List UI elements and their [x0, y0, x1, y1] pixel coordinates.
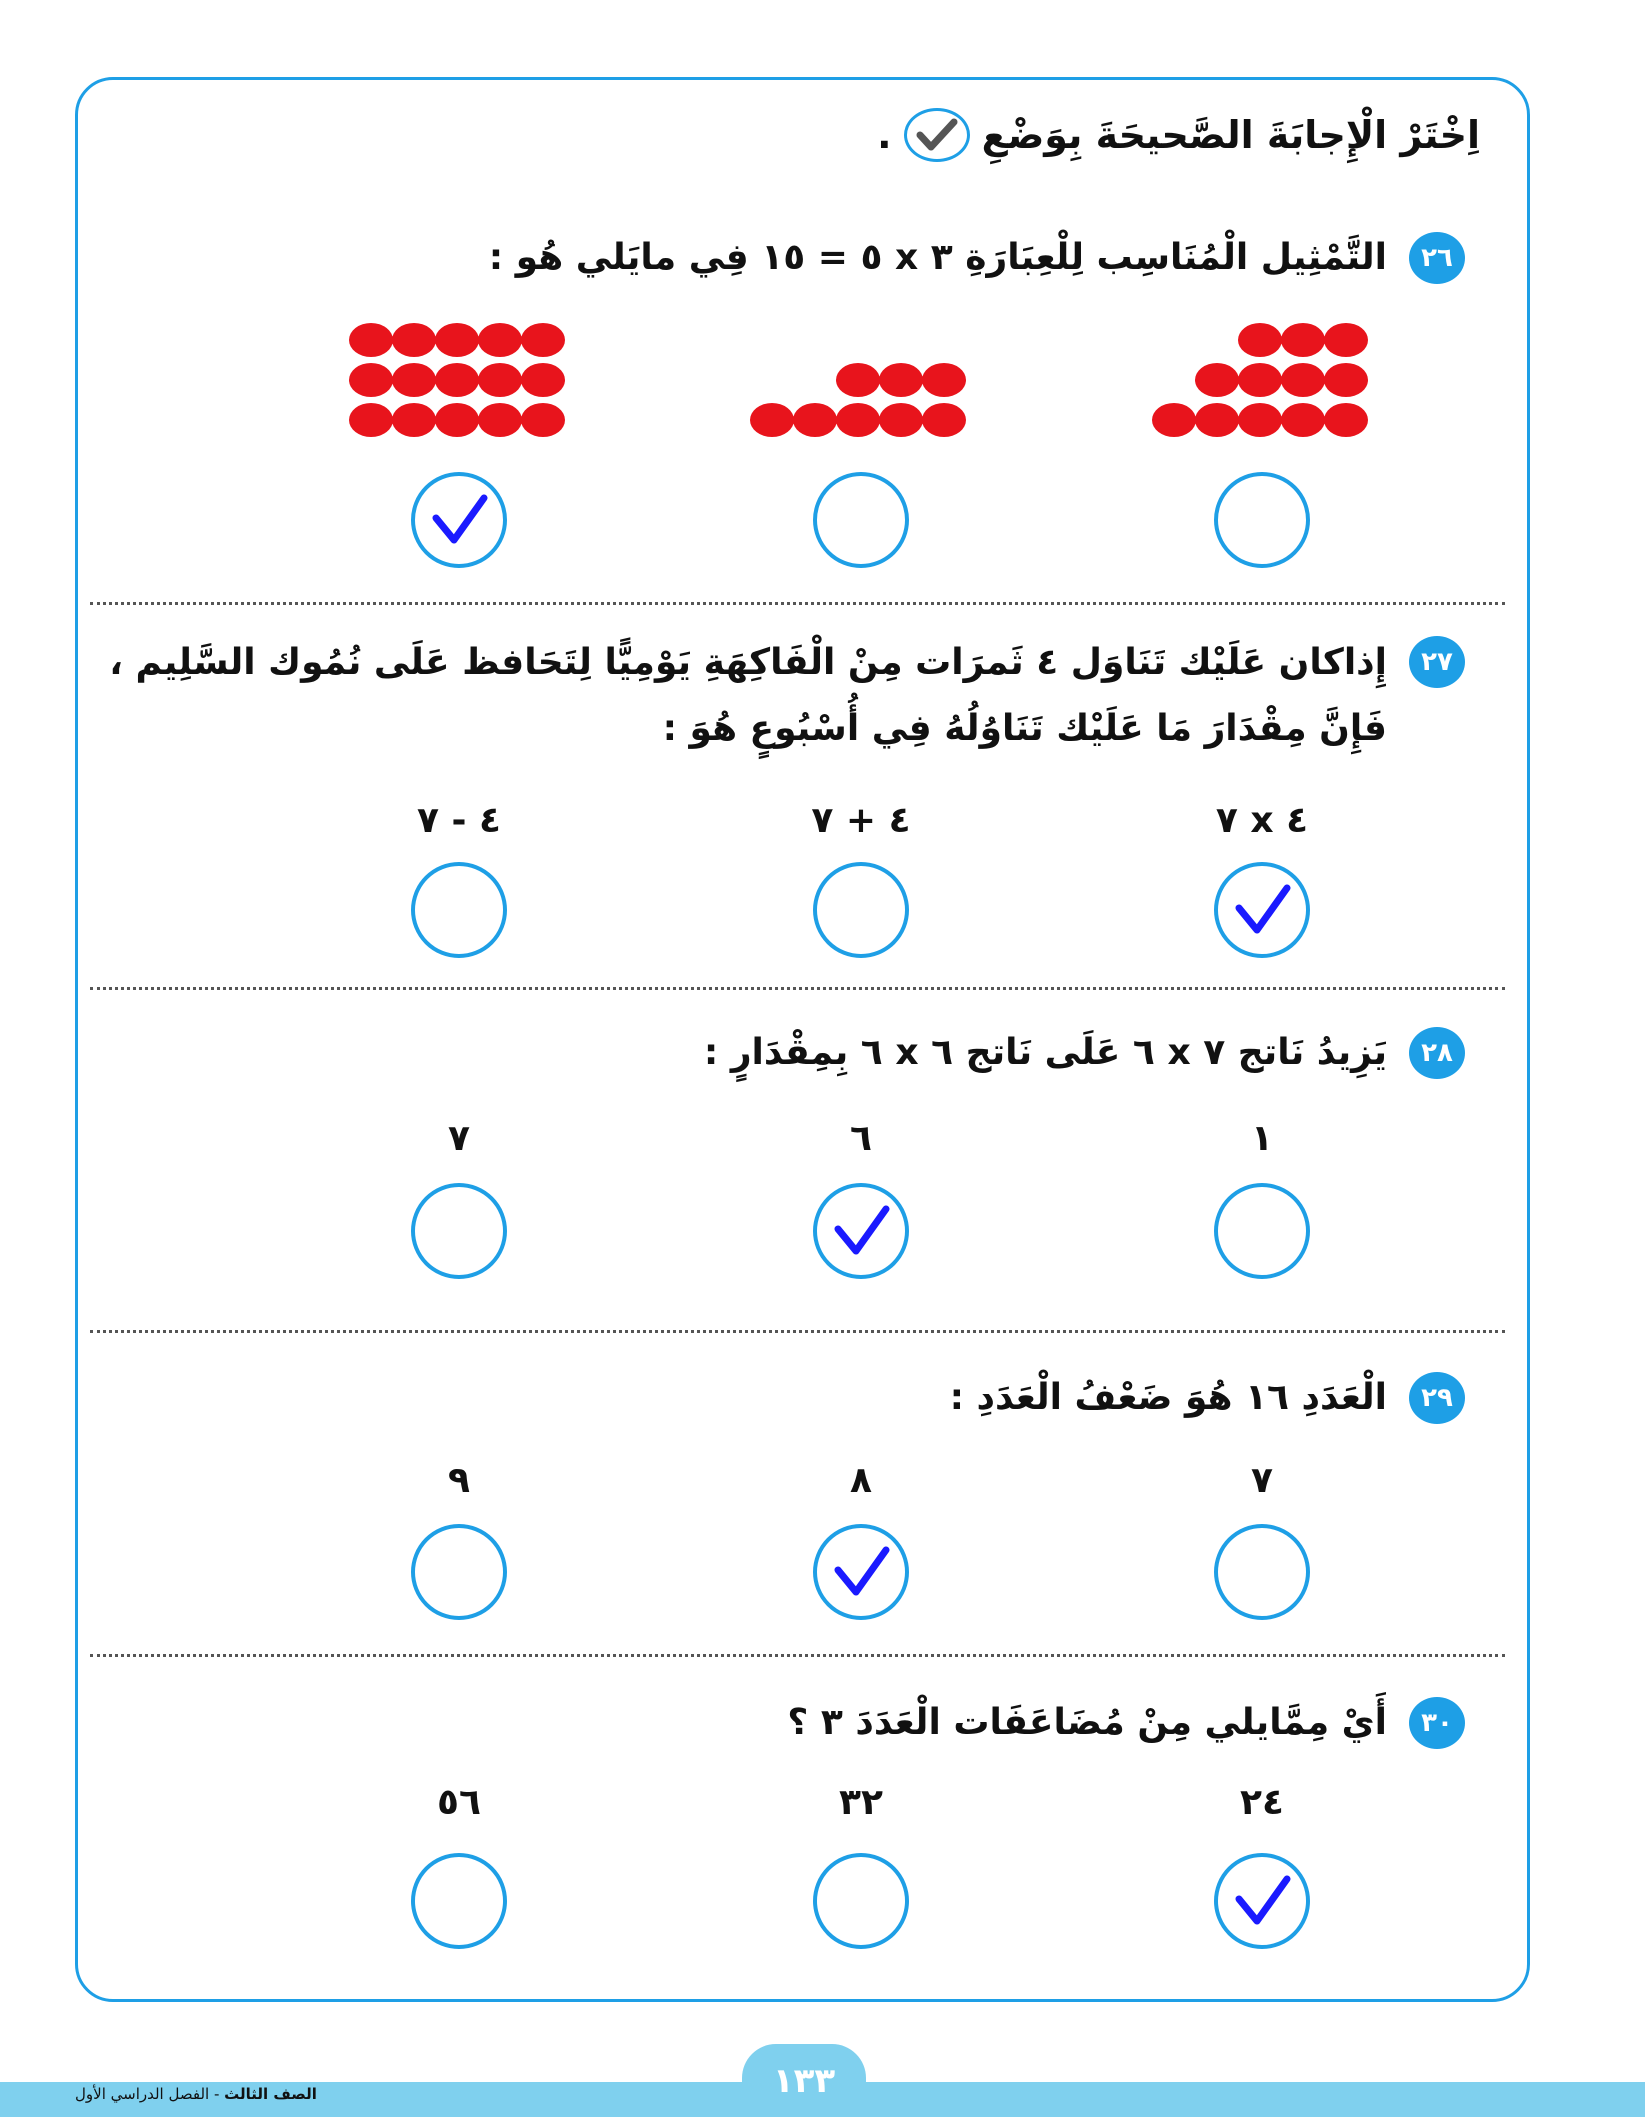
answer-circle-q30-3[interactable] [411, 1853, 507, 1949]
dot [1195, 403, 1239, 437]
dot [750, 403, 794, 437]
dot [1324, 363, 1368, 397]
question-text: يَزِيدُ نَاتج ٧ x ٦ عَلَى نَاتج ٦ x ٦ بِمِقْدَارٍ : [703, 1032, 1387, 1073]
answer-circle-q26-3[interactable] [411, 472, 507, 568]
option-label: ٨ [850, 1460, 872, 1501]
answer-circle-q30-1[interactable] [1214, 1853, 1310, 1949]
instruction-text: اِخْتَرْ الْإِجابَةَ الصَّحيحَةَ بِوَضْعِ [981, 113, 1480, 157]
dot [793, 403, 837, 437]
divider [90, 602, 1505, 605]
dot [1324, 323, 1368, 357]
dot [836, 403, 880, 437]
option-label: ٥٦ [437, 1782, 481, 1823]
answer-circle-q27-1[interactable] [1214, 862, 1310, 958]
dot [478, 363, 522, 397]
check-sample-icon [904, 108, 970, 162]
dot [922, 403, 966, 437]
checkmark-icon [1231, 1873, 1293, 1929]
dot [435, 323, 479, 357]
dot [435, 363, 479, 397]
checkmark-icon [830, 1203, 892, 1259]
dot [1152, 403, 1196, 437]
dot [1281, 323, 1325, 357]
dot [349, 363, 393, 397]
dot [478, 403, 522, 437]
option-label: ٤ x ٧ [1215, 800, 1309, 841]
option-label: ٧ [1251, 1460, 1273, 1501]
dot [879, 363, 923, 397]
checkmark-icon [1231, 882, 1293, 938]
question-number: ٢٧ [1409, 636, 1465, 688]
question-text: التَّمْثِيل الْمُنَاسِب لِلْعِبَارَةِ ٣ x ٥ = ١٥ فِي مايَلي هُو : [488, 237, 1387, 278]
dot-array-option-1 [1150, 322, 1380, 444]
question-number: ٣٠ [1409, 1697, 1465, 1749]
dot-array-option-2 [748, 362, 978, 444]
dot [1238, 323, 1282, 357]
answer-circle-q29-1[interactable] [1214, 1524, 1310, 1620]
answer-circle-q29-3[interactable] [411, 1524, 507, 1620]
answer-circle-q30-2[interactable] [813, 1853, 909, 1949]
dot [1281, 403, 1325, 437]
question-number: ٢٩ [1409, 1372, 1465, 1424]
option-label: ٩ [448, 1460, 470, 1501]
question-text: الْعَدَدِ ١٦ هُوَ ضَعْفُ الْعَدَدِ : [949, 1377, 1387, 1418]
dot [1195, 363, 1239, 397]
checkmark-icon [830, 1544, 892, 1600]
divider [90, 1330, 1505, 1333]
answer-circle-q27-2[interactable] [813, 862, 909, 958]
dot [521, 363, 565, 397]
dot [1238, 363, 1282, 397]
option-label: ٧ [448, 1118, 470, 1159]
answer-circle-q28-2[interactable] [813, 1183, 909, 1279]
question-text-line-2: فَإِنَّ مِقْدَارَ مَا عَلَيْك تَنَاوُلُهُ فِي أُسْبُوعٍ هُوَ : [662, 708, 1387, 749]
footer-term: - الفصل الدراسي الأول [75, 2085, 220, 2103]
footer-grade: الصف الثالث [224, 2085, 317, 2103]
dot [1281, 363, 1325, 397]
dot [392, 363, 436, 397]
dot [1324, 403, 1368, 437]
dot [521, 323, 565, 357]
option-label: ٣٢ [839, 1782, 883, 1823]
divider [90, 987, 1505, 990]
dot [349, 403, 393, 437]
question-number: ٢٨ [1409, 1027, 1465, 1079]
footer-label [75, 2085, 317, 2103]
answer-circle-q27-3[interactable] [411, 862, 507, 958]
dot [435, 403, 479, 437]
option-label: ٢٤ [1240, 1782, 1284, 1823]
question-text: أَيْ مِمَّايلي مِنْ مُضَاعَفَات الْعَدَدَ ٣ ؟ [787, 1702, 1387, 1743]
answer-circle-q28-1[interactable] [1214, 1183, 1310, 1279]
instruction [877, 105, 1480, 165]
dot [1238, 403, 1282, 437]
divider [90, 1654, 1505, 1657]
dot [922, 363, 966, 397]
option-label: ٦ [850, 1118, 872, 1159]
answer-circle-q26-2[interactable] [813, 472, 909, 568]
answer-circle-q28-3[interactable] [411, 1183, 507, 1279]
instruction-end: . [877, 113, 892, 157]
option-label: ٤ + ٧ [811, 800, 911, 841]
question-number: ٢٦ [1409, 232, 1465, 284]
option-label: ٤ - ٧ [417, 800, 501, 841]
dot [879, 403, 923, 437]
dot [392, 323, 436, 357]
dot [478, 323, 522, 357]
option-label: ١ [1251, 1118, 1273, 1159]
dot-array-option-3 [347, 322, 577, 444]
checkmark-icon [428, 492, 490, 548]
dot [349, 323, 393, 357]
answer-circle-q26-1[interactable] [1214, 472, 1310, 568]
dot [392, 403, 436, 437]
page-number: ١٣٣ [742, 2044, 866, 2117]
answer-circle-q29-2[interactable] [813, 1524, 909, 1620]
dot [521, 403, 565, 437]
dot [836, 363, 880, 397]
question-text-line-1: إِذاكان عَلَيْك تَنَاوَل ٤ ثَمرَات مِنْ الْفَاكِهَةِ يَوْمِيًّا لِتَحَافظ عَلَى نُمُوك السَّلِيم ، [109, 642, 1387, 683]
